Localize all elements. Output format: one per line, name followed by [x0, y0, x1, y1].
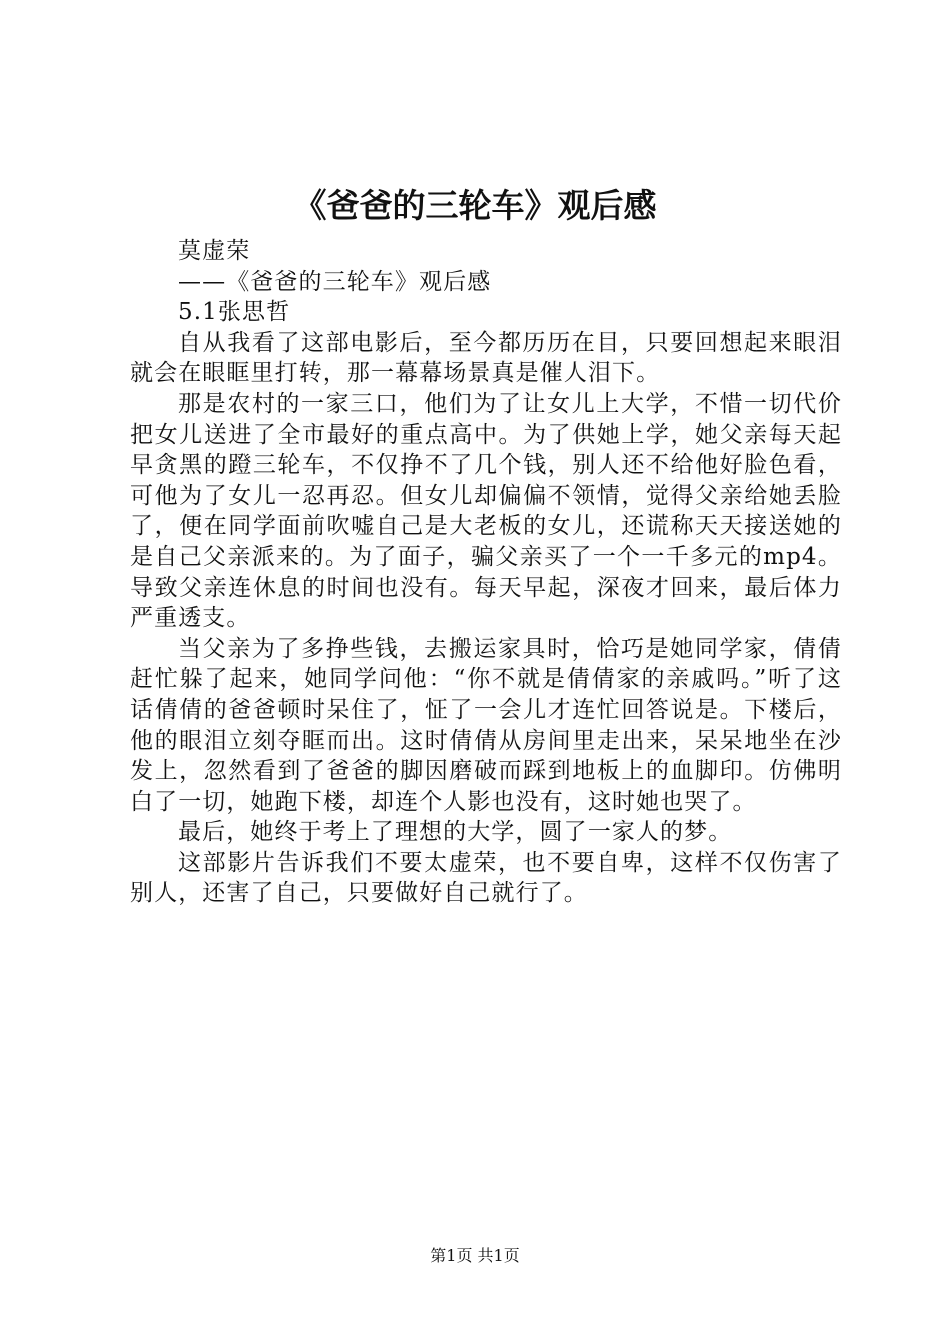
class-line: 5.1张思哲	[178, 299, 291, 326]
paragraph: 自从我看了这部电影后，至今都历历在目，只要回想起来眼泪就会在眼眶里打转，那一幕幕场景真是催人泪下。	[130, 329, 842, 387]
paragraph: 最后，她终于考上了理想的大学，圆了一家人的梦。	[178, 819, 733, 846]
subtitle-line: ——《爸爸的三轮车》观后感	[178, 268, 492, 295]
author-line: 莫虚荣	[178, 238, 251, 264]
document-body	[130, 236, 842, 909]
page-footer: 第1页 共1页	[430, 1246, 520, 1265]
paragraph: 当父亲为了多挣些钱，去搬运家具时，恰巧是她同学家，倩倩赶忙躲了起来，她同学问他：“你不就是倩倩家的亲戚吗。”听了这话倩倩的爸爸顿时呆住了，怔了一会儿才连忙回答说是。下楼后，他的眼泪立刻夺眶而出。这时倩倩从房间里走出来，呆呆地坐在沙发上，忽然看到了爸爸的脚因磨破而踩到地板上的血脚印。仿佛明白了一切，她跑下楼，却连个人影也没有，这时她也哭了。	[130, 635, 842, 815]
document-title: 《爸爸的三轮车》观后感	[293, 186, 657, 225]
paragraph: 那是农村的一家三口，他们为了让女儿上大学，不惜一切代价把女儿送进了全市最好的重点高中。为了供她上学，她父亲每天起早贪黑的蹬三轮车，不仅挣不了几个钱，别人还不给他好脸色看，可他为了女儿一忍再忍。但女儿却偏偏不领情，觉得父亲给她丢脸了，便在同学面前吹嘘自己是大老板的女儿，还谎称天天接送她的是自己父亲派来的。为了面子，骗父亲买了一个一千多元的mp4。导致父亲连休息的时间也没有。每天早起，深夜才回来，最后体力严重透支。	[130, 390, 842, 632]
paragraph: 这部影片告诉我们不要太虚荣，也不要自卑，这样不仅伤害了别人，还害了自己，只要做好自己就行了。	[130, 849, 842, 907]
